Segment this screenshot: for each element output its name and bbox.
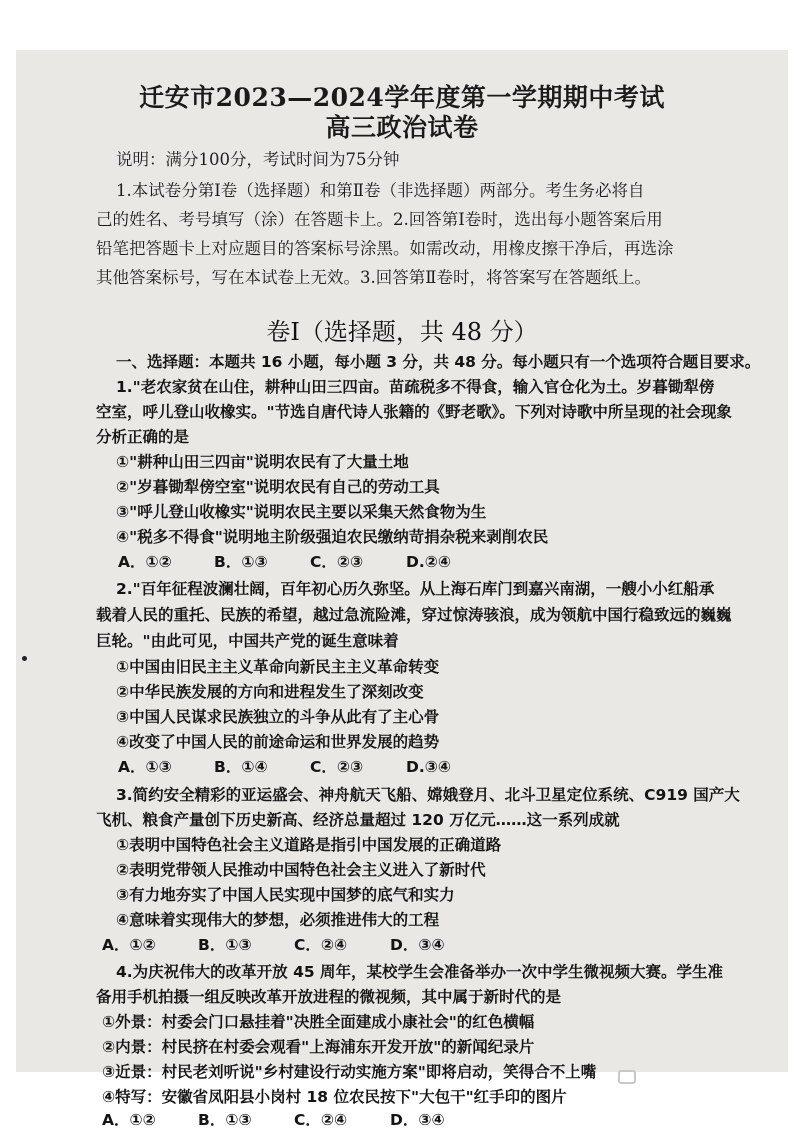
question-1-choice-a: A．①② bbox=[118, 553, 172, 571]
question-4-choice-a: A．①② bbox=[102, 1111, 156, 1129]
question-4-option-2: ②内景：村民挤在村委会观看"上海浦东开发开放"的新闻纪录片 bbox=[102, 1038, 535, 1056]
question-1-stem-line-2: 空室，呼儿登山收橡实。"节选自唐代诗人张籍的《野老歌》。下列对诗歌中所呈现的社会现象 bbox=[96, 403, 732, 421]
question-3-choice-a: A．①② bbox=[102, 936, 156, 954]
question-4-choice-b: B．①③ bbox=[198, 1111, 252, 1129]
question-1-choice-d: D.②④ bbox=[406, 553, 452, 571]
instructions-line-4: 铅笔把答题卡上对应题目的答案标号涂黑。如需改动，用橡皮擦干净后，再选涂 bbox=[96, 239, 674, 258]
instructions-line-3: 己的姓名、考号填写（涂）在答题卡上。2.回答第Ⅰ卷时，选出每小题答案后用 bbox=[96, 210, 663, 229]
question-2-choice-b: B．①④ bbox=[214, 758, 268, 776]
question-1-stem-line-1: 1."老农家贫在山住，耕种山田三四亩。苗疏税多不得食，输入官仓化为土。岁暮锄犁傍 bbox=[116, 378, 715, 396]
question-2-option-2: ②中华民族发展的方向和进程发生了深刻改变 bbox=[116, 683, 424, 701]
instructions-line-2: 1.本试卷分第Ⅰ卷（选择题）和第Ⅱ卷（非选择题）两部分。考生务必将自 bbox=[116, 181, 645, 200]
question-3-option-4: ④意味着实现伟大的梦想，必须推进伟大的工程 bbox=[116, 911, 440, 929]
question-2-stem-line-2: 载着人民的重托、民族的希望，越过急流险滩，穿过惊涛骇浪，成为领航中国行稳致远的巍巍 bbox=[96, 606, 732, 624]
question-4-answer-choices bbox=[102, 1108, 486, 1130]
question-3-choice-c: C．②④ bbox=[294, 936, 348, 954]
question-3-option-1: ①表明中国特色社会主义道路是指引中国发展的正确道路 bbox=[116, 836, 502, 854]
ink-speck bbox=[22, 656, 27, 661]
question-2-option-4: ④改变了中国人民的前途命运和世界发展的趋势 bbox=[116, 733, 440, 751]
question-2-choice-a: A．①③ bbox=[118, 758, 172, 776]
question-3-option-2: ②表明党带领人民推动中国特色社会主义进入了新时代 bbox=[116, 861, 486, 879]
question-4-option-4: ④特写：安徽省凤阳县小岗村 18 位农民按下"大包干"红手印的图片 bbox=[102, 1088, 567, 1106]
question-4-choice-d: D．③④ bbox=[390, 1111, 445, 1129]
question-3-choice-b: B．①③ bbox=[198, 936, 252, 954]
question-1-option-2: ②"岁暮锄犁傍空室"说明农民有自己的劳动工具 bbox=[116, 478, 440, 496]
section-intro: 一、选择题：本题共 16 小题，每小题 3 分，共 48 分。每小题只有一个选项符合题目要求。 bbox=[116, 353, 761, 371]
instructions-line-5: 其他答案标号，写在本试卷上无效。3.回答第Ⅱ卷时，将答案写在答题纸上。 bbox=[96, 268, 651, 287]
question-1-option-3: ③"呼儿登山收橡实"说明农民主要以采集天然食物为生 bbox=[116, 503, 487, 521]
question-2-option-1: ①中国由旧民主主义革命向新民主主义革命转变 bbox=[116, 658, 440, 676]
camera-watermark-icon bbox=[618, 1070, 636, 1084]
question-4-stem-line-1: 4.为庆祝伟大的改革开放 45 周年，某校学生会准备举办一次中学生微视频大赛。学生准 bbox=[116, 963, 724, 981]
question-3-choice-d: D．③④ bbox=[390, 936, 445, 954]
question-1-choice-c: C．②③ bbox=[310, 553, 364, 571]
exam-page bbox=[16, 50, 788, 1129]
question-4-stem-line-2: 备用手机拍摄一组反映改革开放进程的微视频，其中属于新时代的是 bbox=[96, 988, 562, 1006]
question-1-option-4: ④"税多不得食"说明地主阶级强迫农民缴纳苛捐杂税来剥削农民 bbox=[116, 528, 549, 546]
question-4-option-1: ①外景：村委会门口悬挂着"决胜全面建成小康社会"的红色横幅 bbox=[102, 1013, 535, 1031]
question-1-stem-line-3: 分析正确的是 bbox=[96, 428, 190, 446]
section-title: 卷Ⅰ（选择题，共 48 分） bbox=[266, 318, 538, 346]
question-2-answer-choices bbox=[118, 755, 502, 777]
question-3-answer-choices bbox=[102, 933, 486, 955]
question-2-choice-c: C．②③ bbox=[310, 758, 364, 776]
exam-subtitle: 高三政治试卷 bbox=[325, 113, 479, 142]
question-3-stem-line-2: 飞机、粮食产量创下历史新高、经济总量超过 120 万亿元……这一系列成就 bbox=[96, 811, 620, 829]
exam-title: 迁安市2023—2024学年度第一学期期中考试 bbox=[139, 83, 665, 112]
question-1-option-1: ①"耕种山田三四亩"说明农民有了大量土地 bbox=[116, 453, 409, 471]
question-1-choice-b: B．①③ bbox=[214, 553, 268, 571]
question-4-option-3: ③近景：村民老刘听说"乡村建设行动实施方案"即将启动，笑得合不上嘴 bbox=[102, 1063, 597, 1081]
instructions-line-1: 说明：满分100分，考试时间为75分钟 bbox=[116, 150, 400, 169]
question-2-stem-line-3: 巨轮。"由此可见，中国共产党的诞生意味着 bbox=[96, 632, 399, 650]
question-2-stem-line-1: 2."百年征程波澜壮阔，百年初心历久弥坚。从上海石库门到嘉兴南湖，一艘小小红船承 bbox=[116, 580, 715, 598]
question-3-stem-line-1: 3.简约安全精彩的亚运盛会、神舟航天飞船、嫦娥登月、北斗卫星定位系统、C919 国产大 bbox=[116, 786, 740, 804]
question-4-choice-c: C．②④ bbox=[294, 1111, 348, 1129]
question-2-choice-d: D.③④ bbox=[406, 758, 452, 776]
question-2-option-3: ③中国人民谋求民族独立的斗争从此有了主心骨 bbox=[116, 708, 440, 726]
question-1-answer-choices bbox=[118, 550, 502, 572]
question-3-option-3: ③有力地夯实了中国人民实现中国梦的底气和实力 bbox=[116, 886, 455, 904]
